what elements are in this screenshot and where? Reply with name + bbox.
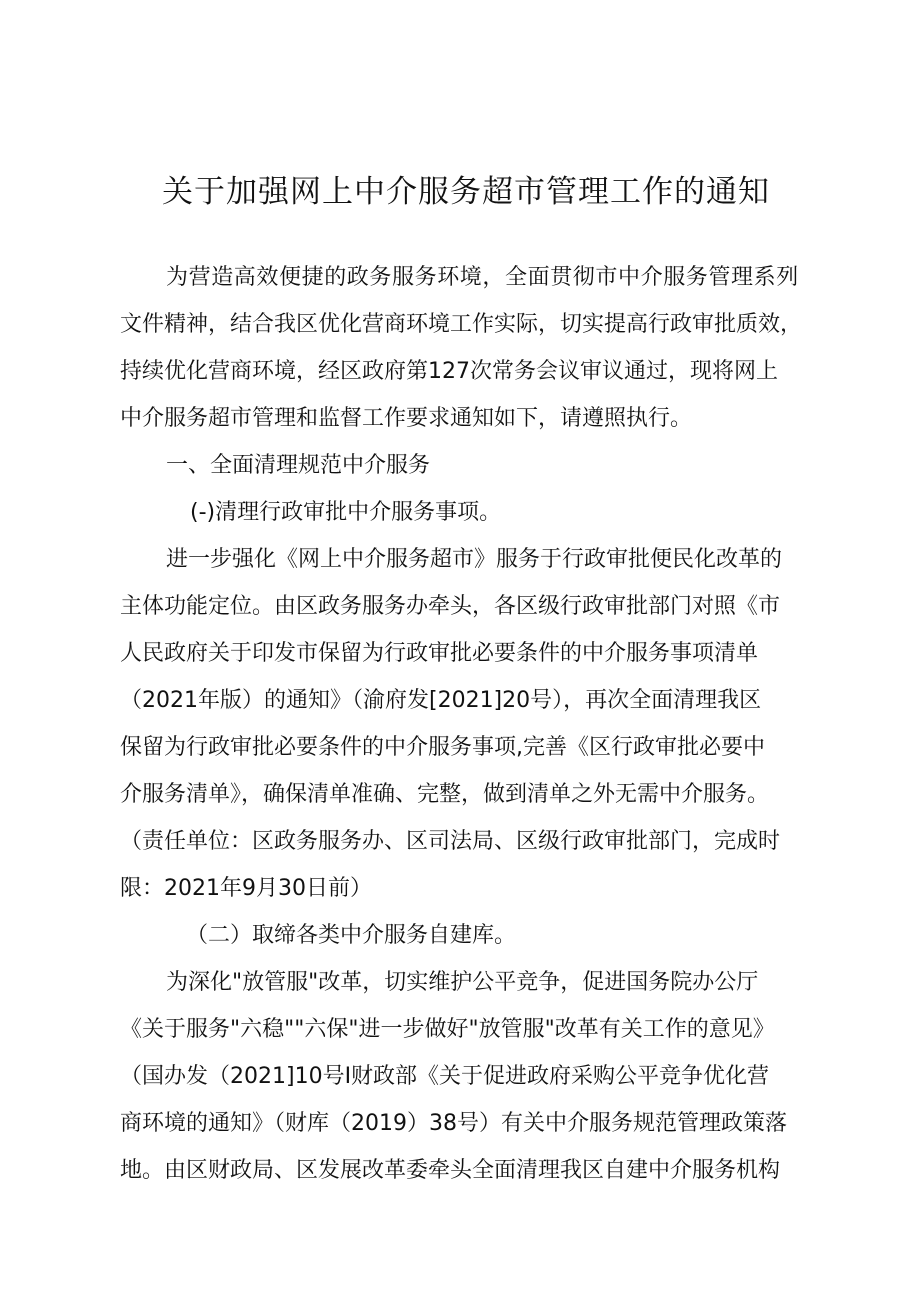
section-heading: 一、全面清理规范中介服务 xyxy=(166,453,431,478)
paragraph-line: 地。由区财政局、区发展改革委牵头全面清理我区自建中介服务机构 xyxy=(120,1158,781,1183)
paragraph-line: 《关于服务"六稳""六保"进一步做好"放管服"改革有关工作的意见》 xyxy=(120,1017,775,1042)
paragraph-line: 文件精神，结合我区优化营商环境工作实际，切实提高行政审批质效， xyxy=(120,312,803,337)
subsection-heading: (-)清理行政审批中介服务事项。 xyxy=(190,500,502,525)
subsection-heading: （二）取缔各类中介服务自建库。 xyxy=(186,923,517,948)
paragraph-line: 主体功能定位。由区政务服务办牵头，各区级行政审批部门对照《市 xyxy=(120,594,781,619)
paragraph-line: （2021年版）的通知》（渝府发[2021]20号），再次全面清理我区 xyxy=(120,688,762,713)
document-body xyxy=(120,254,820,1194)
paragraph-line: 为营造高效便捷的政务服务环境，全面贯彻市中介服务管理系列 xyxy=(166,265,799,290)
paragraph-line: （责任单位：区政务服务办、区司法局、区级行政审批部门，完成时 xyxy=(120,829,781,854)
paragraph-line: 中介服务超市管理和监督工作要求通知如下，请遵照执行。 xyxy=(120,406,693,431)
paragraph-line: 为深化"放管服"改革，切实维护公平竞争，促进国务院办公厅 xyxy=(166,970,759,995)
paragraph-line: 介服务清单》，确保清单准确、完整，做到清单之外无需中介服务。 xyxy=(120,782,770,807)
paragraph-line: 人民政府关于印发市保留为行政审批必要条件的中介服务事项清单 xyxy=(120,641,759,666)
paragraph-line: （国办发（2021]10号I财政部《关于促进政府采购公平竞争优化营 xyxy=(120,1064,770,1089)
document-title: 关于加强网上中介服务超市管理工作的通知 xyxy=(162,174,770,210)
paragraph-line: 保留为行政审批必要条件的中介服务事项,完善《区行政审批必要中 xyxy=(120,735,765,760)
paragraph-line: 持续优化营商环境，经区政府第127次常务会议审议通过，现将网上 xyxy=(120,359,778,384)
paragraph-line: 进一步强化《网上中介服务超市》服务于行政审批便民化改革的 xyxy=(166,547,783,572)
paragraph-line: 限：2021年9月30日前） xyxy=(120,876,372,901)
paragraph-line: 商环境的通知》（财库（2019）38号）有关中介服务规范管理政策落 xyxy=(120,1111,787,1136)
